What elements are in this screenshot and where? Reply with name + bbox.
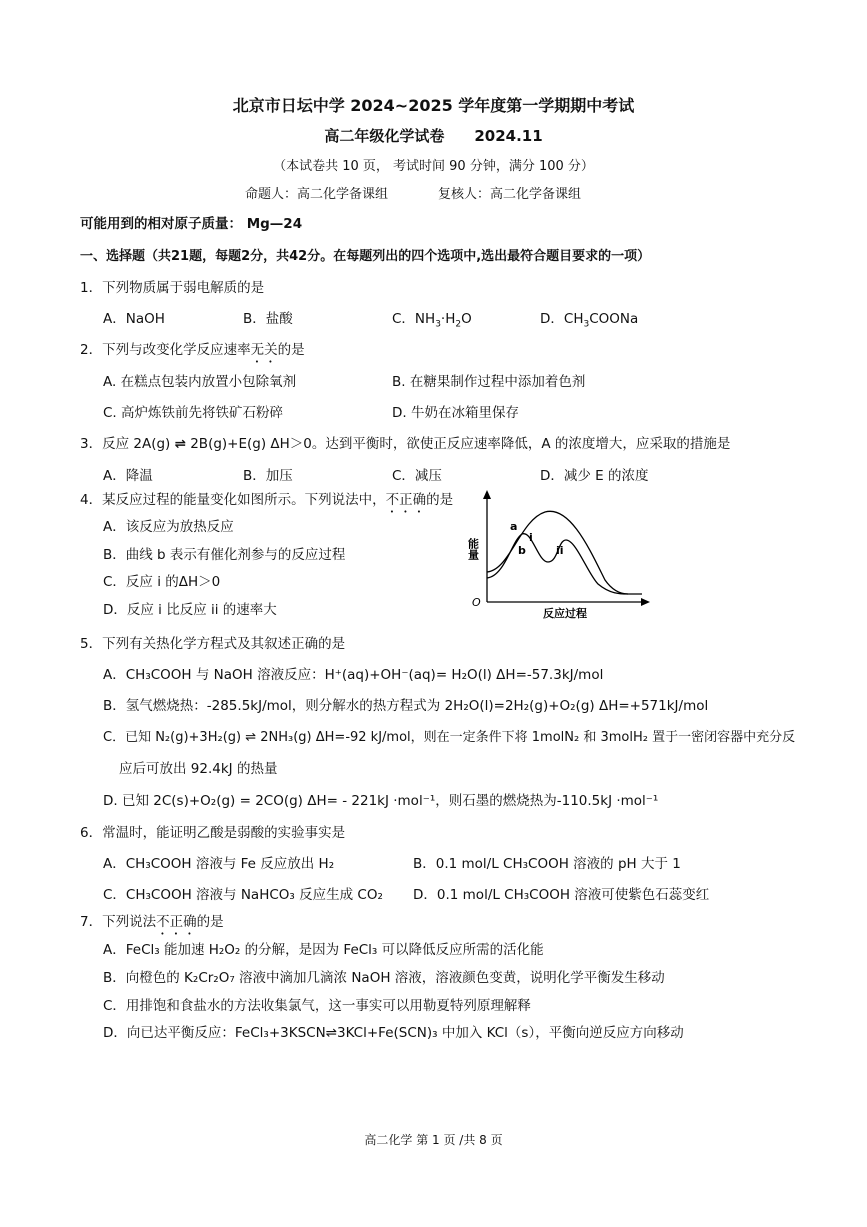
question-4-option-b: B．曲线 b 表示有催化剂参与的反应过程 [103, 547, 346, 563]
author-line: 命题人：高二化学备课组 [245, 187, 389, 202]
exam-subtitle: 高二年级化学试卷 2024.11 [324, 127, 543, 145]
question-2-stem: 2．下列与改变化学反应速率无关的是 [80, 342, 305, 358]
question-5-option-a: A．CH₃COOH 与 NaOH 溶液反应：H⁺(aq)+OH⁻(aq)= H₂O(l) ΔH=-57.3kJ/mol [103, 667, 604, 683]
question-1-option-a: A．NaOH [103, 311, 165, 327]
x-axis-arrow-icon [641, 598, 650, 606]
question-6-option-d: D．0.1 mol/L CH₃COOH 溶液可使紫色石蕊变红 [413, 887, 710, 903]
question-3-option-b: B．加压 [243, 468, 293, 484]
question-3-option-d: D．减少 E 的浓度 [540, 468, 649, 484]
energy-diagram [466, 490, 660, 620]
question-7-stem: 7．下列说法不正确的是 [80, 914, 224, 930]
atomic-mass-line: 可能用到的相对原子质量： Mg—24 [80, 216, 303, 232]
question-3-stem: 3．反应 2A(g) ⇌ 2B(g)+E(g) ΔH＞0。达到平衡时，欲使正反应速率降低，A 的浓度增大，应采取的措施是 [80, 436, 731, 452]
question-2-option-d: D. 牛奶在冰箱里保存 [392, 405, 519, 421]
question-1-option-d: D．$CH_3COONa$ [540, 311, 639, 330]
question-2-option-b: B. 在糖果制作过程中添加着色剂 [392, 374, 586, 390]
reviewer-line: 复核人：高二化学备课组 [438, 187, 582, 202]
question-7-option-c: C．用排饱和食盐水的方法收集氯气，这一事实可以用勒夏特列原理解释 [103, 998, 531, 1014]
question-5-option-b: B．氢气燃烧热：-285.5kJ/mol，则分解水的热方程式为 2H₂O(l)=2H₂(g)+O₂(g) ΔH=+571kJ/mol [103, 698, 709, 714]
question-2-option-a: A. 在糕点包装内放置小包除氧剂 [103, 374, 297, 390]
question-7-option-b: B．向橙色的 K₂Cr₂O₇ 溶液中滴加几滴浓 NaOH 溶液，溶液颜色变黄，说明化学平衡发生移动 [103, 970, 665, 986]
curve-b [487, 534, 628, 594]
y-axis-label: 能量 [466, 538, 480, 560]
curve-label-a: a [510, 520, 518, 533]
page-footer: 高二化学 第 1 页 /共 8 页 [364, 1133, 503, 1147]
x-axis-label: 反应过程 [543, 607, 587, 620]
question-1-option-c: C．$NH_3\cdot H_2O$ [392, 311, 472, 330]
question-5-option-c-line1: C．已知 N₂(g)+3H₂(g) ⇌ 2NH₃(g) ΔH=-92 kJ/mol，则在一定条件下将 1molN₂ 和 3molH₂ 置于一密闭容器中充分反 [103, 730, 796, 745]
question-1-stem: 1．下列物质属于弱电解质的是 [80, 280, 265, 296]
curve-label-ii: ii [556, 544, 564, 557]
origin-label: O [472, 596, 481, 609]
question-5-stem: 5．下列有关热化学方程式及其叙述正确的是 [80, 636, 346, 652]
exam-title: 北京市日坛中学 2024~2025 学年度第一学期期中考试 [232, 96, 635, 115]
curve-label-b: b [518, 544, 526, 557]
question-5-option-d: D. 已知 2C(s)+O₂(g) = 2CO(g) ΔH= - 221kJ ·mol⁻¹，则石墨的燃烧热为-110.5kJ ·mol⁻¹ [103, 793, 659, 809]
question-4-option-a: A．该反应为放热反应 [103, 519, 234, 535]
question-4-option-d: D．反应 i 比反应 ii 的速率大 [103, 602, 277, 618]
question-4-stem: 4．某反应过程的能量变化如图所示。下列说法中，不正确的是 [80, 492, 454, 508]
question-2-option-c: C. 高炉炼铁前先将铁矿石粉碎 [103, 405, 284, 421]
exam-info: （本试卷共 10 页， 考试时间 90 分钟，满分 100 分） [273, 159, 594, 174]
question-3-option-c: C．减压 [392, 468, 442, 484]
question-7-option-a: A．FeCl₃ 能加速 H₂O₂ 的分解，是因为 FeCl₃ 可以降低反应所需的活化能 [103, 942, 544, 958]
question-5-option-c-line2: 应后可放出 92.4kJ 的热量 [119, 761, 278, 777]
question-7-option-d: D．向已达平衡反应：FeCl₃+3KSCN⇌3KCl+Fe(SCN)₃ 中加入 KCl（s），平衡向逆反应方向移动 [103, 1025, 684, 1041]
y-axis-arrow-icon [483, 490, 491, 499]
equilibrium-arrow-icon: ⇌ [174, 436, 186, 452]
question-1-option-b: B．盐酸 [243, 311, 293, 327]
question-3-option-a: A．降温 [103, 468, 153, 484]
question-6-option-c: C．CH₃COOH 溶液与 NaHCO₃ 反应生成 CO₂ [103, 887, 383, 903]
question-6-option-a: A．CH₃COOH 溶液与 Fe 反应放出 H₂ [103, 856, 335, 872]
curve-label-i: i [529, 531, 533, 544]
question-4-option-c: C．反应 i 的ΔH＞0 [103, 574, 221, 590]
question-6-stem: 6．常温时，能证明乙酸是弱酸的实验事实是 [80, 825, 346, 841]
question-6-option-b: B．0.1 mol/L CH₃COOH 溶液的 pH 大于 1 [413, 856, 681, 872]
section-heading: 一、选择题（共21题，每题2分，共42分。在每题列出的四个选项中,选出最符合题目要求的一项） [80, 249, 651, 264]
